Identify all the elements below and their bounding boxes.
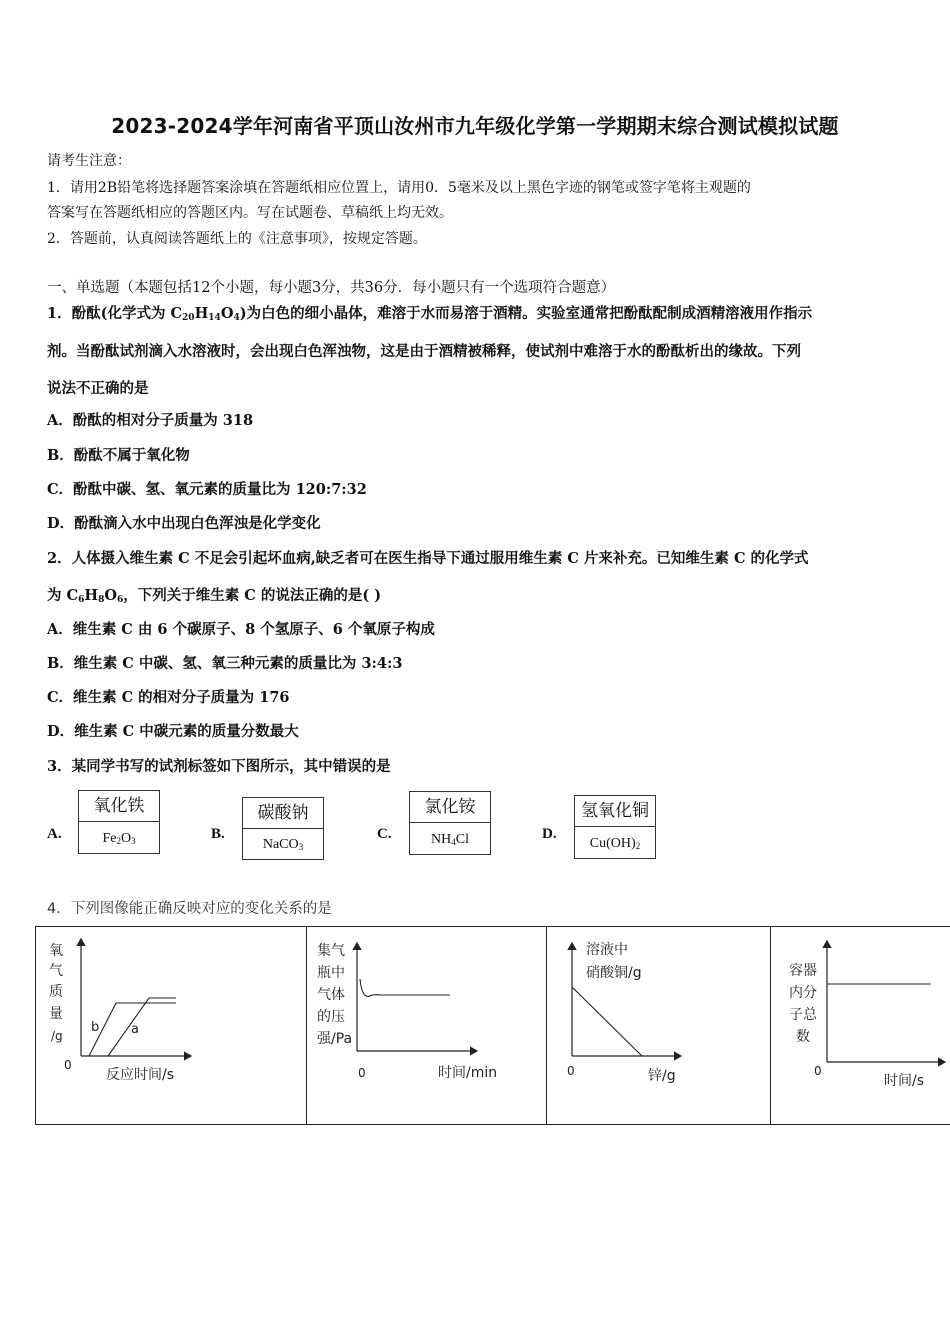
q2-stem-line-1: 2．人体摄入维生素 C 不足会引起坏血病,缺乏者可在医生指导下通过服用维生素 C 片来补充。已知维生素 C 的化学式 — [47, 550, 809, 567]
q1-option-c: C．酚酞中碳、氢、氧元素的质量比为 120:7:32 — [47, 481, 367, 498]
q4-stem: 4．下列图像能正确反映对应的变化关系的是 — [47, 901, 332, 917]
q4-graph-a — [36, 927, 306, 1123]
q1-option-d: D．酚酞滴入水中出现白色浑浊是化学变化 — [47, 515, 321, 532]
y-label-line: 容器 — [789, 963, 817, 979]
y-label-line: 子总 — [789, 1007, 817, 1023]
q1-option-b: B．酚酞不属于氧化物 — [47, 447, 190, 464]
q3-label-d — [574, 795, 656, 859]
q4-graph-d — [771, 927, 949, 1123]
y-label-line: 气体 — [317, 987, 345, 1003]
q3-stem: 3．某同学书写的试剂标签如下图所示，其中错误的是 — [47, 758, 391, 775]
label-formula: NaCO$_3$ — [262, 837, 304, 852]
y-label-line: 内分 — [789, 985, 817, 1001]
q3-label-a — [78, 790, 160, 854]
y-label-line: 集气 — [317, 943, 345, 959]
curve-b-label: b — [91, 1020, 100, 1035]
y-unit: /g — [51, 1029, 63, 1043]
x-label: 时间/s — [884, 1073, 925, 1089]
q3-label-c — [409, 791, 491, 855]
y-label-line: 瓶中 — [317, 965, 345, 981]
notice-line-1: 1．请用2B铅笔将选择题答案涂填在答题纸相应位置上，请用0．5毫米及以上黑色字迹的钢笔或签字笔将主观题的 — [47, 180, 751, 196]
y-label-char: 量 — [49, 1006, 63, 1022]
q2-option-b: B．维生素 C 中碳、氢、氧三种元素的质量比为 3:4:3 — [47, 655, 403, 672]
q1-stem-line-1: 1．酚酞(化学式为 $C_{20}H_{14}O_4$)为白色的细小晶体，难溶于水而易溶于酒精。实验室通常把酚酞配制成酒精溶液用作指示 — [47, 305, 813, 323]
q2-option-a: A．维生素 C 由 6 个碳原子、8 个氢原子、6 个氧原子构成 — [47, 621, 435, 638]
origin-label: 0 — [567, 1064, 575, 1078]
x-label: 时间/min — [438, 1065, 498, 1081]
q3-option-d-letter: D. — [542, 826, 557, 842]
q4-graph-b — [307, 927, 546, 1123]
y-label-line: 强/Pa — [317, 1031, 353, 1047]
label-formula: $NH_4Cl$ — [431, 832, 469, 847]
y-label-line: 硝酸铜/g — [586, 965, 642, 981]
notice-line-2: 答案写在答题纸相应的答题区内。写在试题卷、草稿纸上均无效。 — [47, 205, 453, 221]
label-name: 氧化铁 — [79, 791, 159, 822]
y-label-char: 气 — [49, 963, 63, 979]
curve-a-label: a — [131, 1022, 139, 1037]
q3-option-c-letter: C. — [377, 826, 392, 842]
label-name: 氯化铵 — [410, 792, 490, 823]
page-title: 2023-2024学年河南省平顶山汝州市九年级化学第一学期期末综合测试模拟试题 — [111, 114, 839, 138]
q3-option-a-letter: A. — [47, 826, 62, 842]
origin-label: 0 — [358, 1066, 366, 1080]
section-heading: 一、单选题（本题包括12个小题，每小题3分，共36分．每小题只有一个选项符合题意） — [47, 280, 616, 296]
notice-heading: 请考生注意： — [47, 153, 131, 169]
origin-label: 0 — [814, 1064, 822, 1078]
curve-a — [108, 998, 176, 1056]
y-label-char: 氧 — [49, 943, 63, 959]
q2-option-d: D．维生素 C 中碳元素的质量分数最大 — [47, 723, 299, 740]
label-name: 碳酸钠 — [243, 798, 323, 829]
pressure-curve — [360, 979, 450, 996]
origin-label: 0 — [64, 1058, 72, 1072]
q1-stem-line-2: 剂。当酚酞试剂滴入水溶液时，会出现白色浑浊物，这是由于酒精被稀释，使试剂中难溶于水的酚酞析出的缘故。下列 — [47, 343, 801, 360]
q1-stem-line-3: 说法不正确的是 — [47, 380, 149, 397]
y-label-line: 溶液中 — [586, 942, 628, 958]
q2-stem-line-2: 为 $C_6H_8O_6$，下列关于维生素 C 的说法正确的是( ) — [47, 587, 382, 605]
copper-nitrate-curve — [572, 987, 642, 1056]
y-label-char: 质 — [49, 984, 63, 1000]
label-formula: $Fe_2O_3$ — [102, 831, 136, 846]
y-label-line: 数 — [796, 1029, 810, 1045]
q4-graph-c — [547, 927, 770, 1123]
notice-line-3: 2．答题前，认真阅读答题纸上的《注意事项》，按规定答题。 — [47, 231, 427, 247]
q3-label-b — [242, 797, 324, 860]
q2-option-c: C．维生素 C 的相对分子质量为 176 — [47, 689, 290, 706]
label-name: 氢氧化铜 — [575, 796, 655, 827]
y-label-line: 的压 — [317, 1009, 345, 1025]
q1-option-a: A．酚酞的相对分子质量为 318 — [47, 412, 254, 429]
label-formula: $Cu(OH)_2$ — [589, 836, 641, 851]
x-label: 反应时间/s — [106, 1067, 175, 1083]
q3-option-b-letter: B. — [211, 826, 225, 842]
x-label: 锌/g — [648, 1068, 676, 1084]
